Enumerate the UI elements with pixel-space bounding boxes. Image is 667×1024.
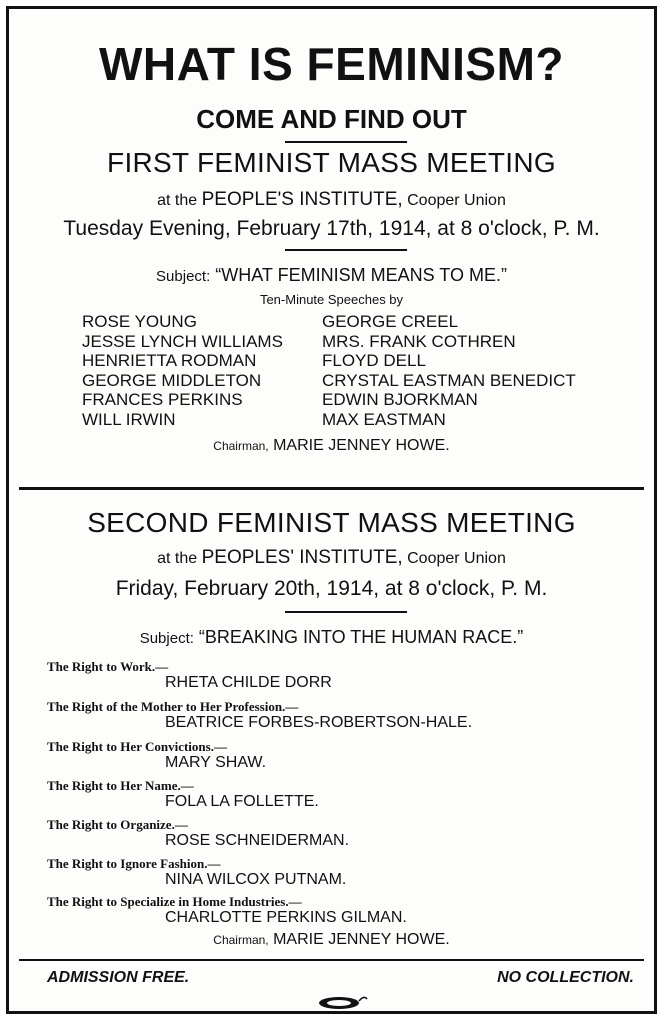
speaker-name: WILL IRWIN [82, 409, 176, 429]
right-label: The Right to Her Name.— [47, 778, 194, 793]
right-item [47, 817, 647, 850]
meeting1-datetime: Tuesday Evening, February 17th, 1914, at 8 o'clock, P. M. [63, 217, 600, 240]
speaker-name: EDWIN BJORKMAN [322, 390, 478, 409]
meeting2-venue-name: PEOPLES' INSTITUTE, [201, 547, 403, 568]
section-divider [19, 487, 644, 490]
collection-note: NO COLLECTION. [497, 969, 634, 986]
divider [285, 249, 407, 251]
speaker-name: ROSE YOUNG [82, 312, 197, 331]
meeting2-venue-prefix: at the [157, 550, 198, 567]
right-item [47, 659, 647, 692]
meeting1-chairman-label: Chairman, [213, 439, 269, 453]
right-label: The Right to Work.— [47, 659, 169, 674]
right-item [47, 778, 647, 811]
meeting1-title: FIRST FEMINIST MASS MEETING [107, 147, 556, 178]
meeting1-speeches-label: Ten-Minute Speeches by [259, 292, 404, 307]
union-label-icon [313, 993, 369, 1013]
meeting1-chairman [9, 437, 654, 455]
meeting1-subject-label: Subject: [156, 268, 211, 285]
right-item [47, 856, 647, 889]
right-item [47, 699, 647, 732]
meeting2-chairman-name: MARIE JENNEY HOWE. [273, 931, 450, 948]
speaker-name: HENRIETTA RODMAN [82, 351, 257, 370]
speaker-name: MRS. FRANK COTHREN [322, 331, 516, 351]
meeting2-chairman [9, 931, 654, 949]
right-label: The Right to Specialize in Home Industries.— [47, 894, 302, 909]
headline: WHAT IS FEMINISM? [98, 38, 565, 90]
right-speaker: MARY SHAW. [165, 754, 267, 771]
meeting1-venue-name: PEOPLE'S INSTITUTE, [201, 189, 403, 210]
poster [6, 6, 657, 1014]
speaker-name: FLOYD DELL [322, 351, 426, 370]
meeting1-venue-suffix: Cooper Union [407, 192, 506, 209]
meeting2-title: SECOND FEMINIST MASS MEETING [87, 507, 576, 538]
right-label: The Right to Ignore Fashion.— [47, 856, 221, 871]
meeting2-datetime: Friday, February 20th, 1914, at 8 o'clock, P. M. [115, 577, 548, 600]
meeting1-venue [9, 189, 654, 211]
speaker-name: CRYSTAL EASTMAN BENEDICT [322, 370, 576, 390]
footer-divider [19, 959, 644, 961]
speaker-name: FRANCES PERKINS [82, 390, 243, 409]
meeting1-speakers-left [82, 312, 283, 429]
speaker-name: MAX EASTMAN [322, 409, 446, 429]
meeting2-venue [9, 547, 654, 569]
meeting2-subject-text: “BREAKING INTO THE HUMAN RACE.” [198, 627, 524, 647]
speaker-name: GEORGE MIDDLETON [82, 370, 262, 390]
right-label: The Right to Her Convictions.— [47, 739, 227, 754]
right-speaker: CHARLOTTE PERKINS GILMAN. [165, 909, 407, 926]
right-speaker: FOLA LA FOLLETTE. [165, 793, 319, 810]
speaker-name: GEORGE CREEL [322, 312, 459, 331]
speaker-name: JESSE LYNCH WILLIAMS [82, 331, 283, 351]
meeting2-venue-suffix: Cooper Union [407, 550, 506, 567]
right-speaker: BEATRICE FORBES-ROBERTSON-HALE. [165, 714, 473, 731]
meeting1-chairman-name: MARIE JENNEY HOWE. [273, 437, 450, 454]
tagline: COME AND FIND OUT [196, 104, 467, 134]
divider [285, 141, 407, 143]
right-speaker: NINA WILCOX PUTNAM. [165, 871, 347, 888]
right-item [47, 894, 647, 927]
divider [285, 611, 407, 613]
right-label: The Right of the Mother to Her Profession.— [47, 699, 299, 714]
meeting1-speakers-right [322, 312, 576, 429]
meeting1-venue-prefix: at the [157, 192, 198, 209]
right-label: The Right to Organize.— [47, 817, 188, 832]
right-speaker: RHETA CHILDE DORR [165, 674, 332, 691]
right-item [47, 739, 647, 772]
meeting2-subject-label: Subject: [139, 630, 194, 647]
meeting1-subject-text: “WHAT FEMINISM MEANS TO ME.” [215, 265, 507, 285]
right-speaker: ROSE SCHNEIDERMAN. [165, 832, 350, 849]
meeting2-subject [9, 627, 654, 648]
meeting2-chairman-label: Chairman, [213, 933, 269, 947]
admission-note: ADMISSION FREE. [47, 969, 190, 986]
meeting1-subject [9, 265, 654, 286]
